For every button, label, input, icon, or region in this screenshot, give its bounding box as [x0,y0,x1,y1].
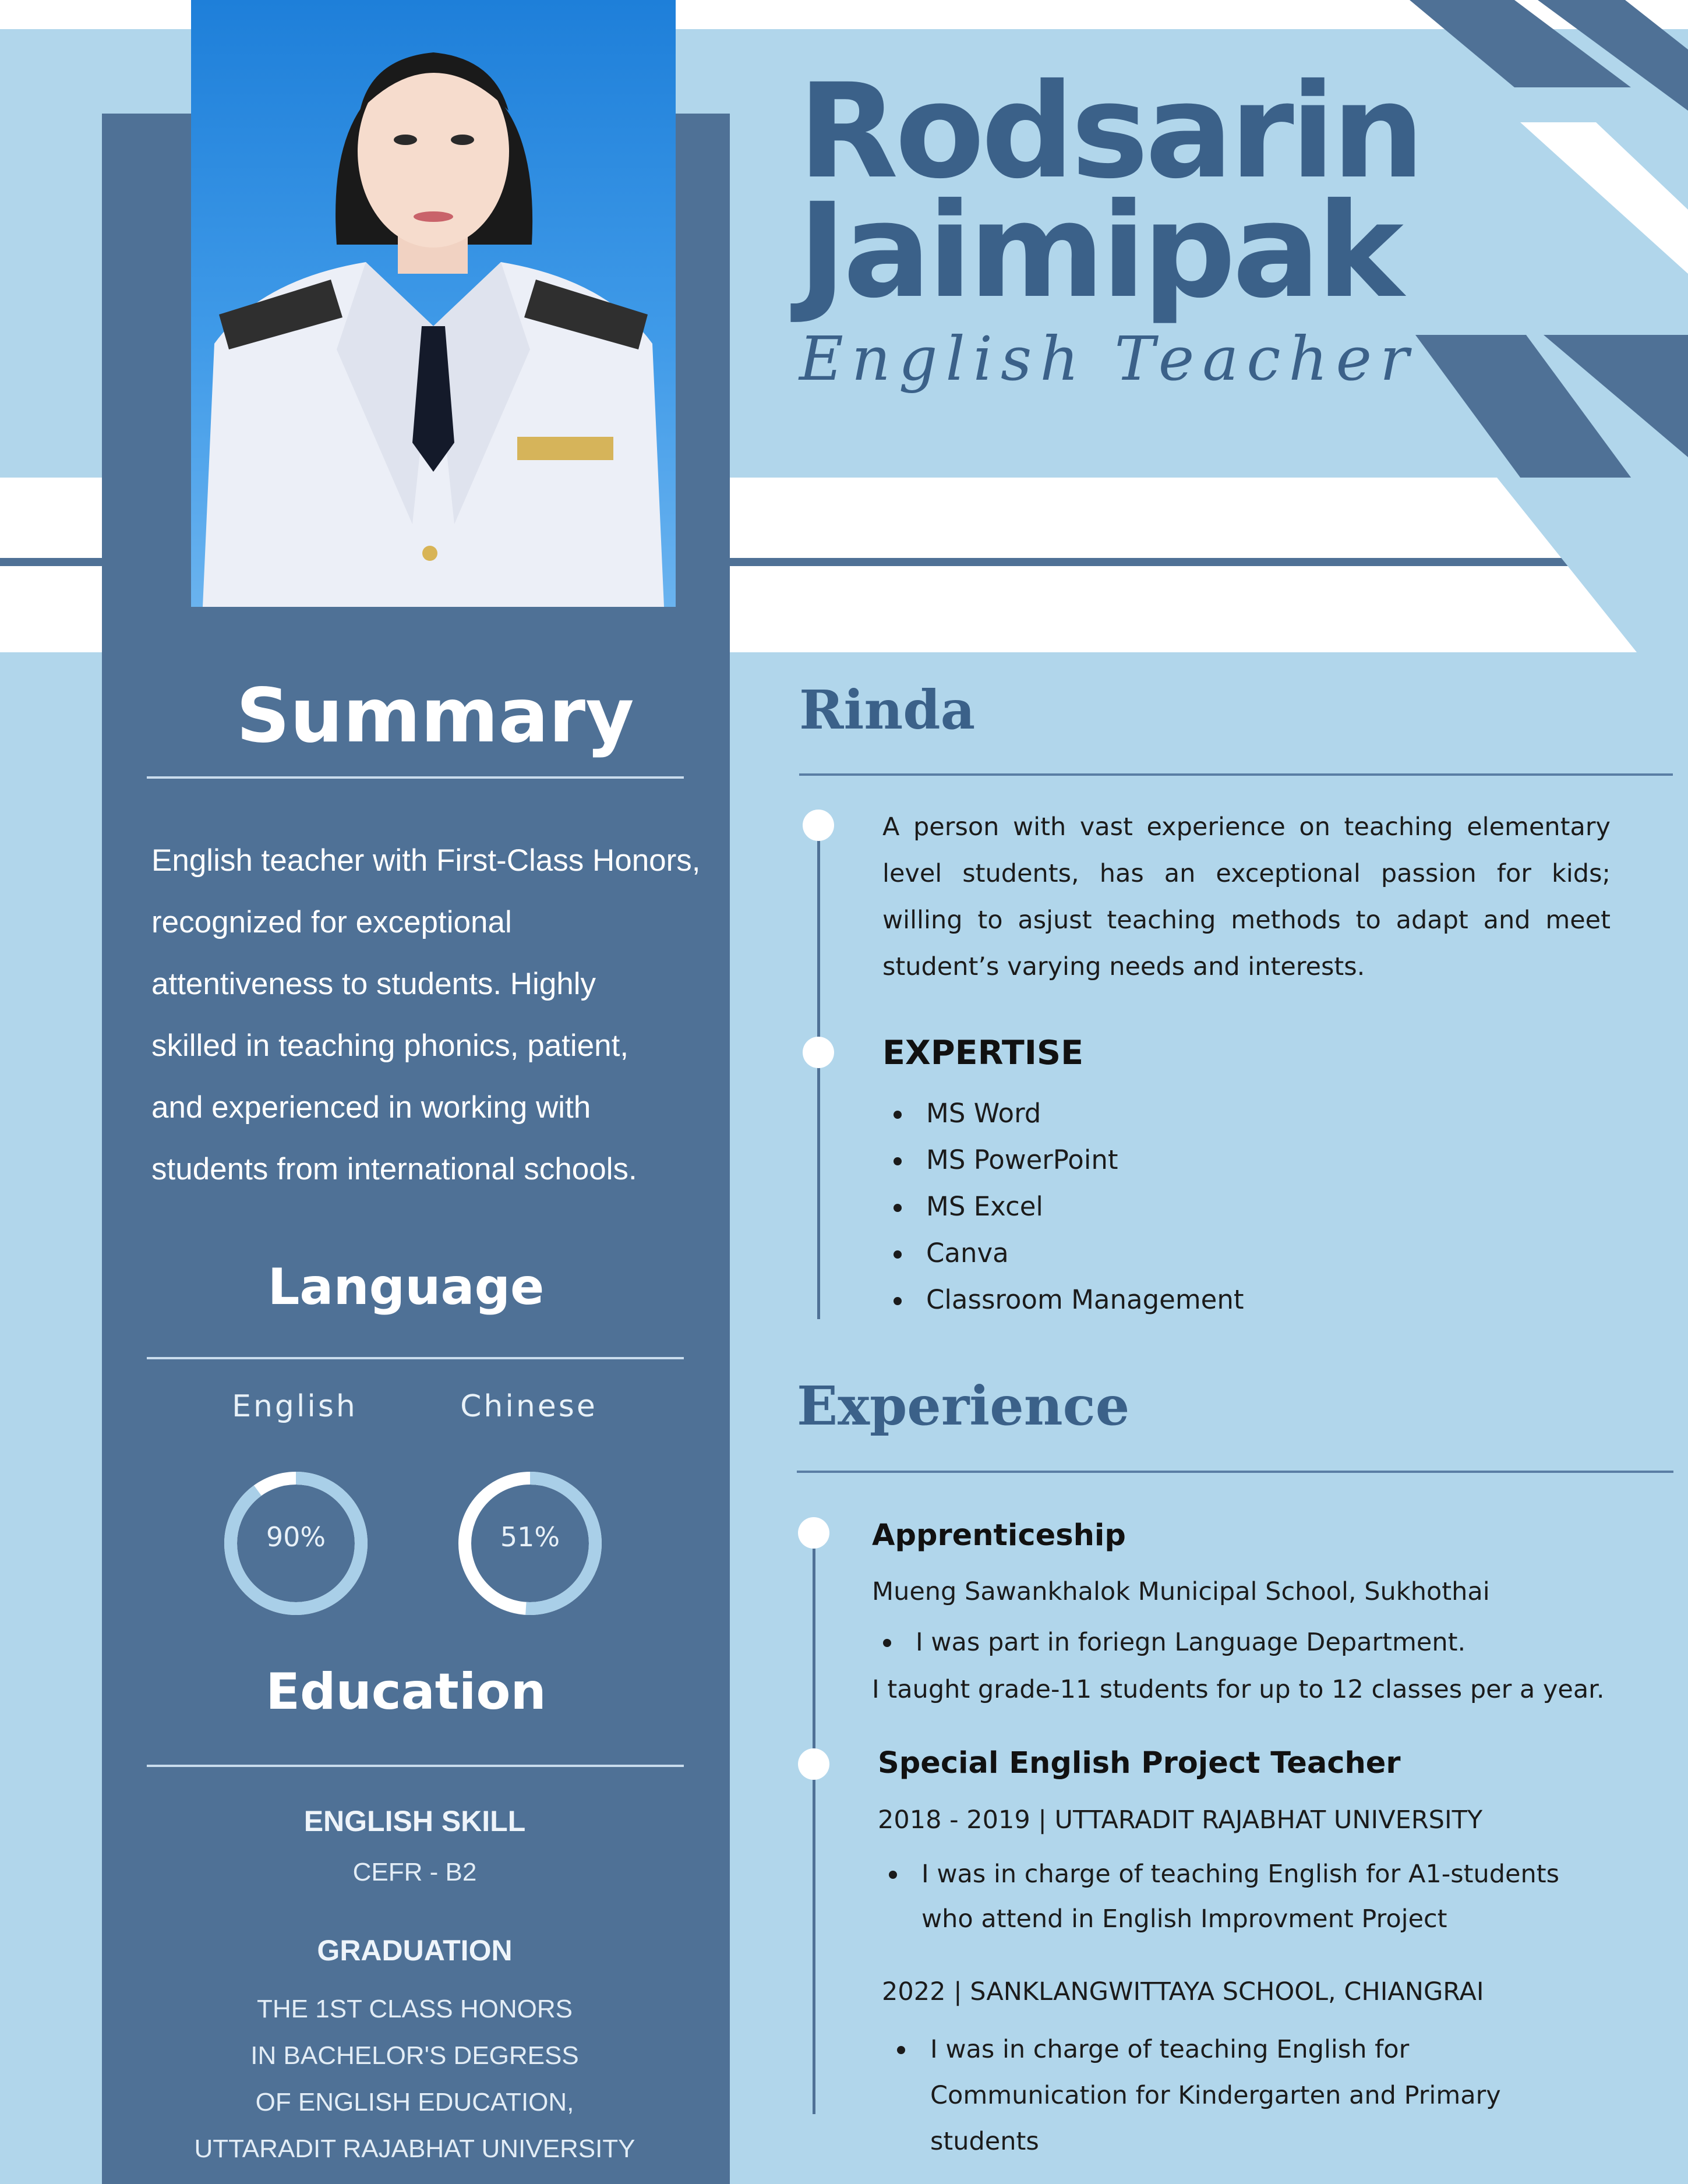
expertise-title: EXPERTISE [882,1034,1084,1072]
language-label-chinese: Chinese [460,1389,598,1424]
bullet-dot [897,2046,905,2054]
education-title: Education [266,1663,546,1721]
special-bullet-2-line-1: I was in charge of teaching English for [930,2035,1410,2064]
profile-photo [191,0,676,607]
expertise-item: Classroom Management [891,1284,1244,1331]
expertise-list [891,1098,1244,1331]
summary-text [151,830,734,1200]
deco-stripe-white [1520,122,1688,274]
expertise-item: MS Excel [891,1191,1244,1238]
special-project-title: Special English Project Teacher [878,1746,1401,1780]
summary-line: recognized for exceptional [151,905,512,939]
profile-text: A person with vast experience on teaching elementary level students, has an exceptional passion for kids; willing to asjust teaching methods to adapt and meet student’s varying needs and interests. [882,812,1611,981]
first-name: Rodsarin [798,55,1421,207]
education-skill-value: CEFR - B2 [352,1858,477,1886]
summary-line: English teacher with First-Class Honors, [151,843,701,878]
summary-line: students from international schools. [151,1152,637,1186]
timeline-dot [798,1748,829,1780]
deco-stripe-mid-white [1497,478,1688,652]
chinese-level-value: 51% [500,1521,560,1553]
timeline-dot [803,1037,834,1068]
profile-timeline-line [817,824,820,1319]
profile-heading: Rinda [799,678,976,741]
education-graduation-line: THE 1ST CLASS HONORS [257,1995,573,2023]
bullet-dot [889,1871,897,1879]
portrait-icon [191,0,676,607]
summary-line: and experienced in working with [151,1090,591,1125]
experience-divider [797,1471,1673,1473]
english-level-value: 90% [266,1521,326,1553]
education-graduation-line: IN BACHELOR'S DEGRESS [250,2041,579,2070]
apprenticeship-title: Apprenticeship [872,1518,1126,1553]
summary-line: skilled in teaching phonics, patient, [151,1029,629,1063]
special-bullet-2-line-2: Communication for Kindergarten and Primary [930,2081,1501,2110]
apprenticeship-bullet: I was part in foriegn Language Department. [916,1628,1466,1657]
language-title: Language [267,1258,545,1316]
last-name: Jaimipak [798,175,1400,327]
apprenticeship-note: I taught grade-11 students for up to 12 classes per a year. [872,1675,1605,1704]
summary-title: Summary [236,673,634,759]
special-bullet-1-line-2: who attend in English Improvment Project [921,1904,1447,1934]
education-graduation-head: GRADUATION [317,1934,513,1967]
expertise-item: MS Word [891,1098,1244,1144]
profile-divider [799,773,1673,776]
expertise-item: MS PowerPoint [891,1144,1244,1191]
education-divider [147,1765,684,1767]
special-period-1: 2018 - 2019 | UTTARADIT RAJABHAT UNIVERSITY [878,1805,1483,1835]
special-bullet-2-line-3: students [930,2127,1039,2156]
experience-heading: Experience [797,1374,1130,1437]
language-label-english: English [232,1389,358,1424]
timeline-dot [803,810,834,841]
apprenticeship-place: Mueng Sawankhalok Municipal School, Sukhothai [872,1577,1490,1606]
education-graduation-line: OF ENGLISH EDUCATION, [255,2088,574,2116]
summary-line: attentiveness to students. Highly [151,967,596,1001]
bullet-dot [883,1639,891,1647]
special-period-2: 2022 | SANKLANGWITTAYA SCHOOL, CHIANGRAI [882,1977,1484,2006]
special-bullet-1-line-1: I was in charge of teaching English for A1-students [921,1860,1560,1889]
language-divider [147,1357,684,1359]
job-title: English Teacher [799,323,1417,394]
education-skill-head: ENGLISH SKILL [303,1805,526,1837]
timeline-dot [798,1517,829,1549]
education-graduation-line: UTTARADIT RAJABHAT UNIVERSITY [194,2134,635,2163]
summary-divider [147,776,684,779]
experience-timeline-line [813,1532,815,2114]
expertise-item: Canva [891,1238,1244,1284]
